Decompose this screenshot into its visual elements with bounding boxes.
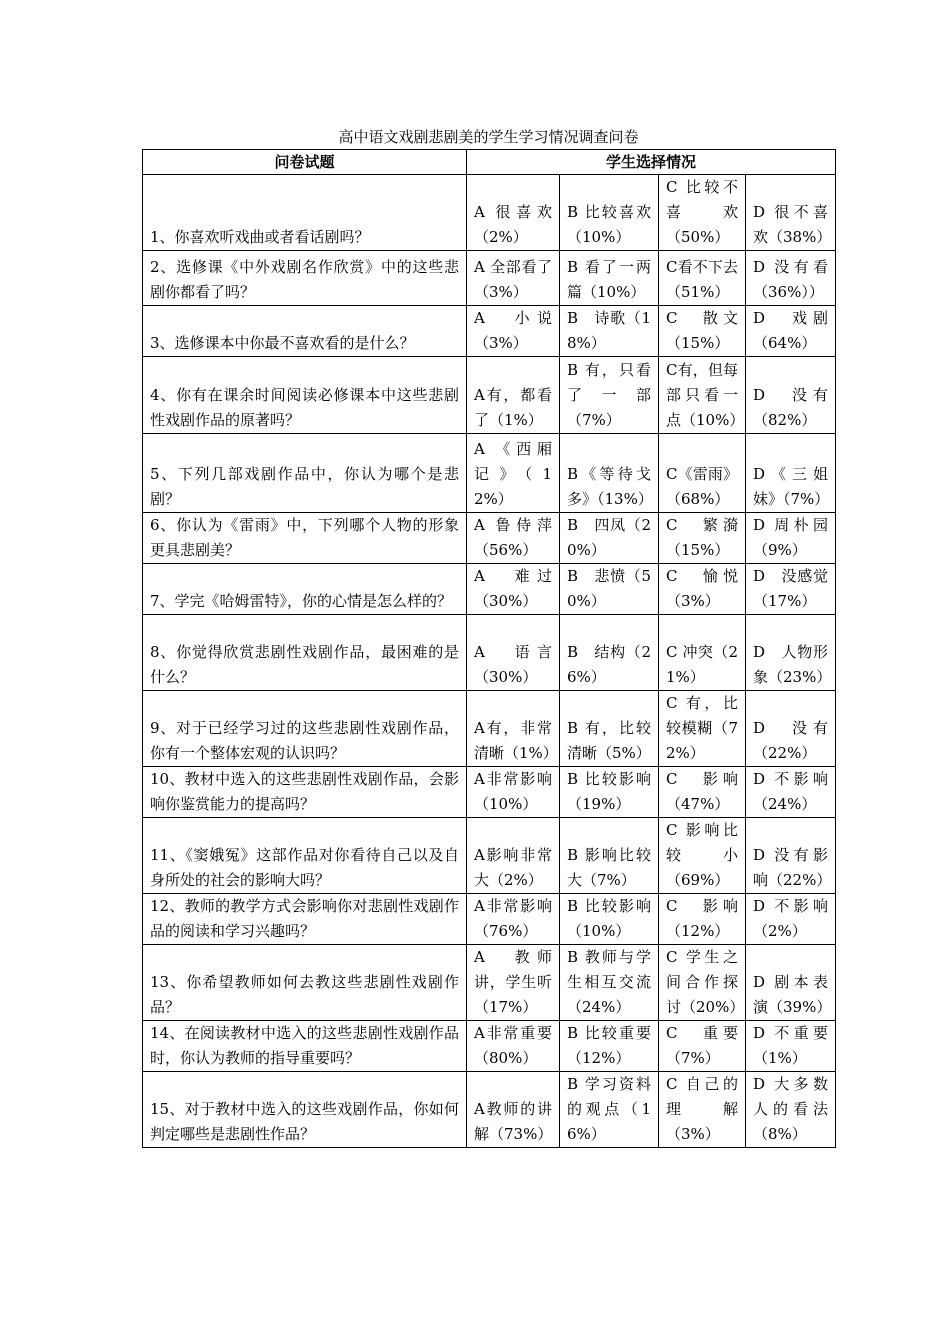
question-cell: 7、学完《哈姆雷特》，你的心情是怎么样的？ bbox=[143, 564, 467, 615]
option-d-cell: D 不影响（2%） bbox=[746, 894, 836, 945]
option-c-cell: C 冲突（21%） bbox=[659, 615, 746, 691]
option-d-cell: D《三姐妹》（7%） bbox=[746, 434, 836, 513]
option-d-cell: D 不重要（1%） bbox=[746, 1021, 836, 1072]
table-row bbox=[143, 1072, 836, 1148]
option-c-cell: C 影响（12%） bbox=[659, 894, 746, 945]
option-b-cell: B 结构（26%） bbox=[560, 615, 659, 691]
option-a-cell: A教师的讲解（73%） bbox=[467, 1072, 560, 1148]
table-row bbox=[143, 818, 836, 894]
option-a-cell: A非常重要（80%） bbox=[467, 1021, 560, 1072]
option-c-cell: C 学生之间合作探讨（20%） bbox=[659, 945, 746, 1021]
option-c-cell: C有，但每部只看一点（10%） bbox=[659, 357, 746, 434]
option-b-cell: B 学习资料的观点（16%） bbox=[560, 1072, 659, 1148]
option-d-cell: D 没感觉（17%） bbox=[746, 564, 836, 615]
question-cell: 8、你觉得欣赏悲剧性戏剧作品，最困难的是什么？ bbox=[143, 615, 467, 691]
option-a-cell: A 很喜欢（2%） bbox=[467, 175, 560, 251]
option-c-cell: C 愉悦（3%） bbox=[659, 564, 746, 615]
option-a-cell: A有，非常清晰（1%） bbox=[467, 691, 560, 767]
option-b-cell: B 诗歌（18%） bbox=[560, 306, 659, 357]
option-a-cell: A 全部看了（3%） bbox=[467, 251, 560, 306]
option-d-cell: D 很不喜欢（38%） bbox=[746, 175, 836, 251]
option-c-cell: C看不下去（51%） bbox=[659, 251, 746, 306]
question-cell: 10、教材中选入的这些悲剧性戏剧作品，会影响你鉴赏能力的提高吗？ bbox=[143, 767, 467, 818]
option-a-cell: A有，都看了（1%） bbox=[467, 357, 560, 434]
table-row bbox=[143, 434, 836, 513]
question-cell: 14、在阅读教材中选入的这些悲剧性戏剧作品时，你认为教师的指导重要吗？ bbox=[143, 1021, 467, 1072]
option-b-cell: B 比较影响（19%） bbox=[560, 767, 659, 818]
question-cell: 11、《窦娥冤》这部作品对你看待自己以及自身所处的社会的影响大吗？ bbox=[143, 818, 467, 894]
page-title: 高中语文戏剧悲剧美的学生学习情况调查问卷 bbox=[338, 128, 639, 146]
table-row bbox=[143, 767, 836, 818]
option-d-cell: D 戏剧（64%） bbox=[746, 306, 836, 357]
option-a-cell: A非常影响（10%） bbox=[467, 767, 560, 818]
table-row bbox=[143, 306, 836, 357]
question-cell: 4、你有在课余时间阅读必修课本中这些悲剧性戏剧作品的原著吗？ bbox=[143, 357, 467, 434]
option-c-cell: C 影响（47%） bbox=[659, 767, 746, 818]
table-body bbox=[143, 175, 859, 1148]
table-row bbox=[143, 357, 836, 434]
option-b-cell: B 有，比较清晰（5%） bbox=[560, 691, 659, 767]
option-b-cell: B 悲愤（50%） bbox=[560, 564, 659, 615]
table-row bbox=[143, 691, 836, 767]
option-a-cell: A 鲁侍萍（56%） bbox=[467, 513, 560, 564]
option-a-cell: A 小说（3%） bbox=[467, 306, 560, 357]
option-c-cell: C 散文（15%） bbox=[659, 306, 746, 357]
option-c-cell: C 影响比较 小（69%） bbox=[659, 818, 746, 894]
option-b-cell: B《等待戈多》（13%） bbox=[560, 434, 659, 513]
table-row bbox=[143, 1021, 836, 1072]
table-row bbox=[143, 251, 836, 306]
header-choices: 学生选择情况 bbox=[467, 150, 836, 175]
option-a-cell: A影响非常大（2%） bbox=[467, 818, 560, 894]
option-d-cell: D 不影响（24%） bbox=[746, 767, 836, 818]
survey-table bbox=[142, 149, 859, 1148]
table-row bbox=[143, 894, 836, 945]
option-b-cell: B 看了一两篇（10%） bbox=[560, 251, 659, 306]
question-cell: 5、下列几部戏剧作品中，你认为哪个是悲剧？ bbox=[143, 434, 467, 513]
option-d-cell: D 大多数人的看法（8%） bbox=[746, 1072, 836, 1148]
option-b-cell: B 比较影响（10%） bbox=[560, 894, 659, 945]
option-b-cell: B 四凤（20%） bbox=[560, 513, 659, 564]
option-c-cell: C 重要（7%） bbox=[659, 1021, 746, 1072]
option-c-cell: C《雷雨》（68%） bbox=[659, 434, 746, 513]
table-header-row bbox=[143, 150, 836, 175]
question-cell: 12、教师的教学方式会影响你对悲剧性戏剧作品的阅读和学习兴趣吗？ bbox=[143, 894, 467, 945]
question-cell: 15、对于教材中选入的这些戏剧作品，你如何判定哪些是悲剧性作品？ bbox=[143, 1072, 467, 1148]
option-a-cell: A 语言（30%） bbox=[467, 615, 560, 691]
option-c-cell: C 有，比较模糊（72%） bbox=[659, 691, 746, 767]
question-cell: 2、选修课《中外戏剧名作欣赏》中的这些悲剧你都看了吗？ bbox=[143, 251, 467, 306]
question-cell: 9、对于已经学习过的这些悲剧性戏剧作品，你有一个整体宏观的认识吗？ bbox=[143, 691, 467, 767]
option-d-cell: D 没有影响（22%） bbox=[746, 818, 836, 894]
option-b-cell: B 影响比较大（7%） bbox=[560, 818, 659, 894]
option-b-cell: B 比较喜欢（10%） bbox=[560, 175, 659, 251]
table-row bbox=[143, 564, 836, 615]
option-c-cell: C 自己的理 解（3%） bbox=[659, 1072, 746, 1148]
option-d-cell: D 没有（22%） bbox=[746, 691, 836, 767]
option-b-cell: B 教师与学生相互交流（24%） bbox=[560, 945, 659, 1021]
option-d-cell: D 剧本表演（39%） bbox=[746, 945, 836, 1021]
option-a-cell: A非常影响（76%） bbox=[467, 894, 560, 945]
question-cell: 6、你认为《雷雨》中，下列哪个人物的形象更具悲剧美？ bbox=[143, 513, 467, 564]
table-row bbox=[143, 513, 836, 564]
table-row bbox=[143, 945, 836, 1021]
table-row bbox=[143, 175, 836, 251]
question-cell: 13、你希望教师如何去教这些悲剧性戏剧作品？ bbox=[143, 945, 467, 1021]
option-d-cell: D 人物形 象（23%） bbox=[746, 615, 836, 691]
option-b-cell: B 比较重要（12%） bbox=[560, 1021, 659, 1072]
table-row bbox=[143, 615, 836, 691]
option-a-cell: A 《西厢记》（12%） bbox=[467, 434, 560, 513]
option-c-cell: C 比较不喜 欢（50%） bbox=[659, 175, 746, 251]
option-b-cell: B 有，只看了 一 部（7%） bbox=[560, 357, 659, 434]
question-cell: 3、选修课本中你最不喜欢看的是什么？ bbox=[143, 306, 467, 357]
header-question: 问卷试题 bbox=[143, 150, 467, 175]
option-d-cell: D 没有看（36%）） bbox=[746, 251, 836, 306]
option-a-cell: A 难过（30%） bbox=[467, 564, 560, 615]
question-cell: 1、你喜欢听戏曲或者看话剧吗？ bbox=[143, 175, 467, 251]
option-c-cell: C 繁漪（15%） bbox=[659, 513, 746, 564]
option-a-cell: A 教师讲，学生听（17%） bbox=[467, 945, 560, 1021]
option-d-cell: D 周朴园（9%） bbox=[746, 513, 836, 564]
option-d-cell: D 没有（82%） bbox=[746, 357, 836, 434]
